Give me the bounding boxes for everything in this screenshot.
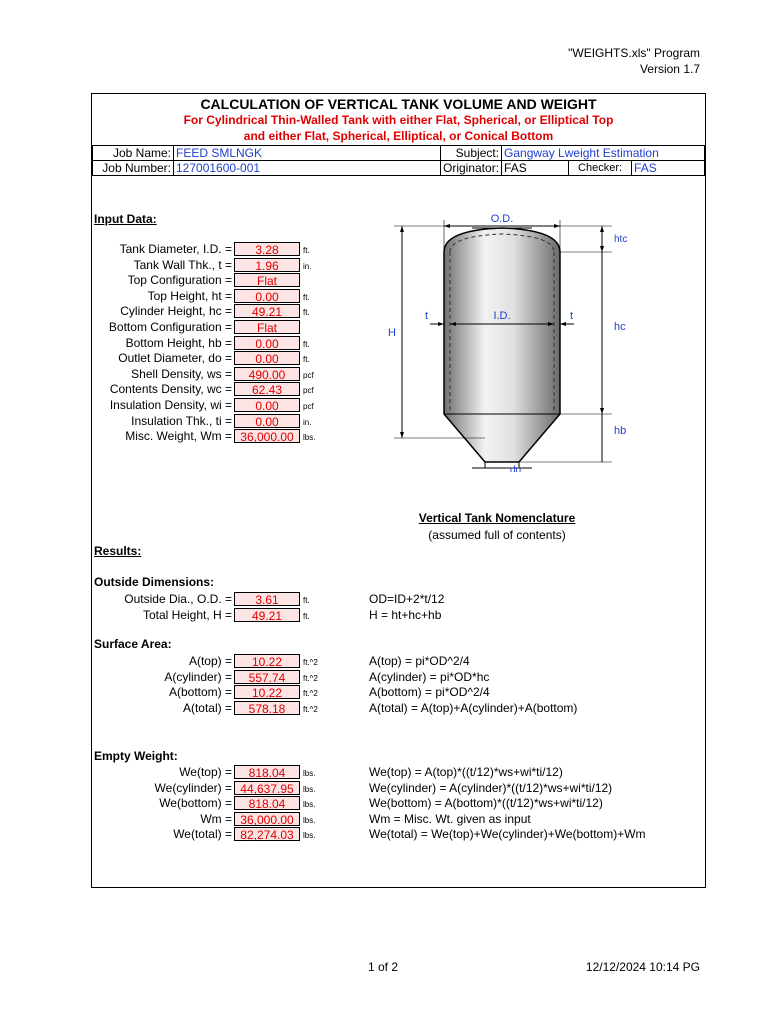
field-row (92, 670, 692, 685)
print-datetime: 12/12/2024 10:14 PG (585, 960, 700, 974)
htc-label: htc (614, 234, 628, 245)
field-label: We(top) = (179, 765, 232, 779)
field-formula: A(bottom) = pi*OD^2/4 (369, 685, 490, 700)
job-number-field[interactable]: 127001600-001 (174, 161, 441, 176)
field-unit: ft.^2 (303, 704, 318, 714)
field-unit: ft. (303, 596, 310, 605)
do-label: do (510, 465, 522, 472)
program-name: "WEIGHTS.xls" Program (568, 46, 700, 60)
subtitle-line-1: For Cylindrical Thin-Walled Tank with either Flat, Spherical, or Elliptical Top (183, 113, 614, 127)
field-row (92, 827, 692, 842)
field-label: Misc. Weight, Wm = (125, 429, 232, 444)
results-heading: Results: (94, 544, 142, 558)
field-value-cell[interactable]: 44,637.95 (234, 781, 300, 795)
field-unit: lbs. (303, 800, 316, 810)
page-title: CALCULATION OF VERTICAL TANK VOLUME AND WEIGHT (200, 96, 597, 112)
field-formula: We(top) = A(top)*((t/12)*ws+wi*ti/12) (369, 765, 563, 779)
program-version: Version 1.7 (639, 62, 700, 76)
originator-field[interactable]: FAS (502, 161, 569, 176)
field-value-cell[interactable]: 10.22 (234, 685, 300, 699)
field-unit: lbs. (303, 784, 316, 794)
od-label: O.D. (490, 213, 514, 225)
field-formula: OD=ID+2*t/12 (369, 592, 445, 606)
field-label: A(top) = (188, 654, 232, 668)
outside-dimensions-heading: Outside Dimensions: (94, 575, 215, 589)
field-row (92, 765, 692, 780)
field-row (92, 701, 692, 716)
checker-field[interactable]: FAS (632, 161, 705, 176)
field-formula: H = ht+hc+hb (369, 607, 442, 622)
job-info-table (92, 145, 705, 176)
empty-weight-heading: Empty Weight: (94, 749, 178, 763)
input-heading: Input Data: (94, 212, 157, 226)
job-number-label: Job Number: (93, 161, 174, 176)
field-unit: pcf (303, 402, 314, 411)
field-value-cell[interactable]: 0.00 (234, 398, 300, 412)
h-label: H (388, 327, 396, 339)
field-unit: ft. (303, 292, 310, 302)
field-value-cell[interactable]: 557.74 (234, 670, 300, 684)
field-value-cell[interactable]: Flat (234, 320, 300, 334)
field-value-cell[interactable]: Flat (234, 273, 300, 287)
field-value-cell[interactable]: 818.04 (234, 765, 300, 779)
job-name-label: Job Name: (93, 146, 174, 161)
field-value-cell[interactable]: 0.00 (234, 351, 300, 365)
field-value-cell[interactable]: 0.00 (234, 336, 300, 350)
field-row (92, 608, 692, 623)
field-formula: We(total) = We(top)+We(cylinder)+We(bottom)+Wm (369, 827, 646, 842)
hc-label: hc (614, 321, 626, 333)
field-label: We(bottom) = (159, 796, 232, 811)
field-unit: lbs. (303, 815, 316, 825)
field-row (92, 654, 692, 669)
field-unit: ft. (303, 308, 310, 318)
field-label: Outlet Diameter, do = (118, 351, 232, 366)
field-unit: ft.^2 (303, 658, 318, 667)
field-formula: Wm = Misc. Wt. given as input (369, 811, 531, 826)
field-unit: ft.^2 (303, 673, 318, 683)
field-label: Wm = (200, 811, 232, 826)
field-value-cell[interactable]: 0.00 (234, 414, 300, 428)
field-formula: We(cylinder) = A(cylinder)*((t/12)*ws+wi*ti/12) (369, 780, 613, 795)
field-value-cell[interactable]: 490.00 (234, 367, 300, 381)
field-label: We(cylinder) = (154, 780, 232, 795)
field-label: We(total) = (173, 827, 232, 842)
calc-sheet (91, 93, 706, 888)
t-right-label: t (570, 310, 574, 322)
field-row (92, 812, 692, 827)
field-label: Bottom Configuration = (108, 320, 232, 334)
field-unit: lbs. (303, 769, 316, 778)
field-value-cell[interactable]: 82,274.03 (234, 827, 300, 841)
field-formula: A(cylinder) = pi*OD*hc (369, 669, 490, 684)
field-unit: lbs. (303, 433, 316, 443)
page-number: 1 of 2 (368, 960, 399, 974)
field-unit: ft. (303, 611, 310, 621)
field-row (92, 592, 692, 607)
field-value-cell[interactable]: 62.43 (234, 382, 300, 396)
field-label: Tank Diameter, I.D. = (119, 242, 232, 256)
field-formula: A(top) = pi*OD^2/4 (369, 654, 470, 668)
field-label: Total Height, H = (142, 607, 232, 622)
t-left-label: t (425, 310, 429, 322)
surface-area-heading: Surface Area: (94, 637, 172, 651)
field-row (92, 781, 692, 796)
checker-label: Checker: (569, 161, 632, 176)
diagram-caption-sub: (assumed full of contents) (428, 528, 566, 542)
field-row (92, 796, 692, 811)
field-unit: in. (303, 261, 312, 271)
field-value-cell[interactable]: 10.22 (234, 654, 300, 668)
field-label: Top Height, ht = (147, 288, 232, 303)
field-value-cell[interactable]: 49.21 (234, 608, 300, 622)
field-label: A(bottom) = (168, 685, 232, 700)
field-unit: lbs. (303, 831, 316, 841)
field-label: Top Configuration = (127, 273, 232, 288)
field-label: A(cylinder) = (164, 669, 232, 684)
field-formula: A(total) = A(top)+A(cylinder)+A(bottom) (369, 700, 578, 715)
subtitle-line-2: and either Flat, Spherical, Elliptical, or Conical Bottom (243, 129, 554, 143)
field-label: Bottom Height, hb = (125, 335, 232, 350)
tank-diagram (372, 212, 642, 472)
field-unit: pcf (303, 386, 314, 396)
field-label: A(total) = (182, 700, 232, 715)
field-label: Tank Wall Thk., t = (133, 257, 232, 272)
diagram-caption: Vertical Tank Nomenclature (418, 511, 576, 525)
field-value-cell[interactable]: 36,000.00 (234, 429, 300, 443)
field-value-cell[interactable]: 3.28 (234, 242, 300, 256)
subject-label: Subject: (441, 146, 502, 161)
field-row (92, 685, 692, 700)
field-value-cell[interactable]: 578.18 (234, 701, 300, 715)
field-value-cell[interactable]: 3.61 (234, 592, 300, 606)
field-value-cell[interactable]: 818.04 (234, 796, 300, 810)
subject-field[interactable]: Gangway Lweight Estimation (502, 146, 705, 161)
hb-label: hb (614, 425, 627, 437)
field-unit: ft. (303, 355, 310, 365)
field-label: Outside Dia., O.D. = (124, 592, 232, 606)
field-unit: in. (303, 417, 312, 427)
field-value-cell[interactable]: 36,000.00 (234, 812, 300, 826)
field-label: Insulation Thk., ti = (131, 413, 232, 428)
tank-body (444, 228, 560, 462)
field-label: Cylinder Height, hc = (120, 304, 232, 319)
field-unit: ft. (303, 339, 310, 349)
field-label: Contents Density, wc = (109, 382, 232, 397)
field-value-cell[interactable]: 1.96 (234, 258, 300, 272)
field-formula: We(bottom) = A(bottom)*((t/12)*ws+wi*ti/12) (369, 796, 603, 811)
field-unit: pcf (303, 370, 314, 380)
field-unit: ft.^2 (303, 689, 318, 699)
field-unit: ft. (303, 246, 310, 255)
field-value-cell[interactable]: 49.21 (234, 304, 300, 318)
job-name-field[interactable]: FEED SMLNGK (174, 146, 441, 161)
originator-label: Originator: (441, 161, 502, 176)
field-value-cell[interactable]: 0.00 (234, 289, 300, 303)
field-label: Shell Density, ws = (131, 366, 232, 381)
id-label: I.D. (493, 310, 511, 322)
field-label: Insulation Density, wi = (109, 398, 232, 412)
